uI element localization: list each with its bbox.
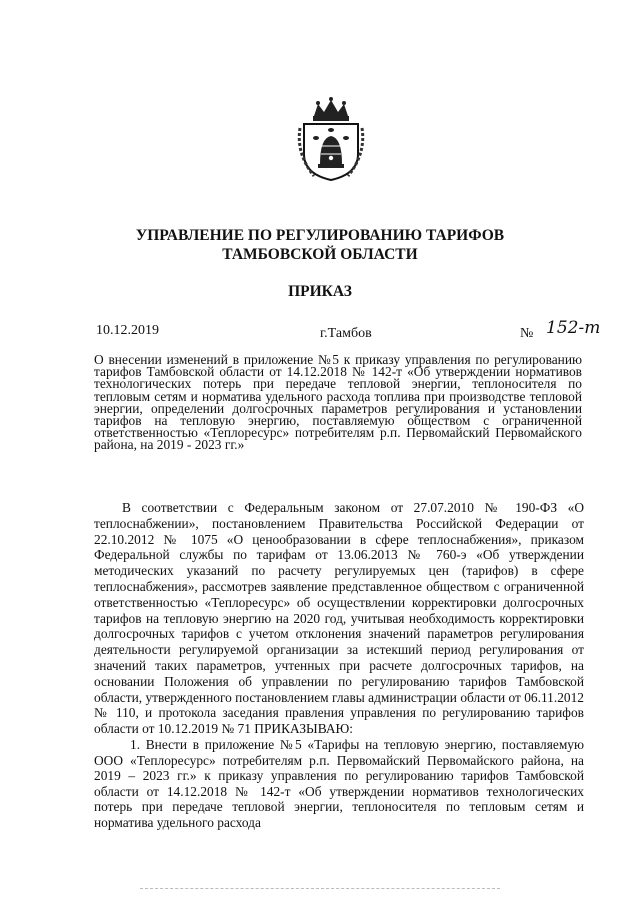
order-item-1: 1. Внести в приложение №5 «Тарифы на тепловую энергию, поставляемую ООО «Теплоресурс» потребителям р.п. Первомайский Первомайского района, на 2019 – 2023 гг.» к приказу управления по регулированию тарифов Тамбовской области от 14.12.2018 № 142-т «Об утверждении нормативов технологических потерь при передаче тепловой энергии, теплоносителя по тепловым сетям и норматива удельного расхода <box>94 736 584 830</box>
organization-name-line1: УПРАВЛЕНИЕ ПО РЕГУЛИРОВАНИЮ ТАРИФОВ <box>135 227 505 244</box>
document-subject: О внесении изменений в приложение №5 к приказу управления по регулированию тарифов Тамбовской области от 14.12.2018 № 142-т «Об утверждении нормативов технологических потерь при передаче тепловой энергии, теплоносителя по тепловым сетям и норматива удельного расхода топлива при производстве тепловой энергии, определении долгосрочных параметров регулирования и установлении тарифов на тепловую энергию, поставляемую обществом с ограниченной ответственностью «Теплоресурс» потребителям р.п. Первомайский Первомайского района, на 2019 - 2023 гг.» <box>94 352 582 453</box>
preamble-paragraph: В соответствии с Федеральным законом от 27.07.2010 № 190-ФЗ «О теплоснабжении», постановлением Правительства Российской Федерации от 22.10.2012 № 1075 «О ценообразовании в сфере теплоснабжения», приказом Федеральной службы по тарифам от 13.06.2013 № 760-э «Об утверждении методических указаний по расчету регулируемых цен (тарифов) в сфере теплоснабжения», рассмотрев заявление представленное обществом с ограниченной ответственностью «Теплоресурс» об осуществлении корректировки долгосрочных тарифов на тепловую энергию на 2020 год, учитывая необходимость корректировки долгосрочных тарифов с учетом отклонения значений параметров регулирования деятельности регулируемой организации за истекший период регулирования от значений таких параметров, учтенных при расчете долгосрочных тарифов, на основании Положения об управлении по регулированию тарифов Тамбовской области, утвержденного постановлением главы администрации области от 06.11.2012 № 110, и протокола заседания правления управления по регулированию тарифов области от 10.12.2019 № 71 ПРИКАЗЫВАЮ: <box>94 500 584 737</box>
document-number-label: № <box>520 326 534 341</box>
organization-name-line2: ТАМБОВСКОЙ ОБЛАСТИ <box>222 246 418 263</box>
tambov-coat-of-arms-icon <box>296 94 366 182</box>
document-body <box>94 500 584 831</box>
document-number-handwritten: 152-т <box>546 318 601 338</box>
document-type: ПРИКАЗ <box>288 283 352 300</box>
page-bottom-divider <box>140 888 500 889</box>
document-city: г.Тамбов <box>320 326 372 341</box>
document-date: 10.12.2019 <box>96 323 159 338</box>
